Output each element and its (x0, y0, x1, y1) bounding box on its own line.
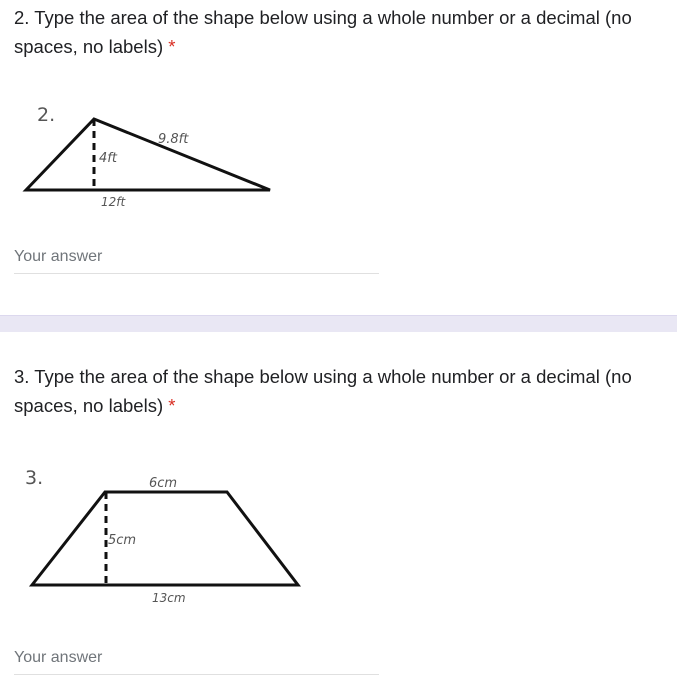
figure-number: 2. (37, 104, 56, 126)
question-2-answer-field[interactable] (14, 243, 379, 274)
question-3-title (14, 362, 664, 420)
trapezoid-figure (0, 460, 320, 610)
question-3-answer-input[interactable] (14, 644, 379, 672)
question-2-title (14, 3, 664, 61)
triangle-shape (26, 119, 270, 190)
question-3-card (0, 332, 677, 677)
question-3-title-text: 3. Type the area of the shape below using a whole number or a decimal (no spaces, no labels) (14, 366, 632, 416)
figure-number: 3. (25, 467, 44, 489)
trapezoid-shape (32, 492, 298, 585)
triangle-figure (0, 95, 300, 220)
height-label: 5cm (108, 533, 137, 548)
question-2-answer-input[interactable] (14, 243, 379, 271)
base-label: 12ft (101, 195, 126, 209)
top-label: 6cm (149, 476, 178, 491)
question-2-card (0, 0, 677, 315)
base-label: 13cm (152, 591, 186, 605)
question-2-title-text: 2. Type the area of the shape below using a whole number or a decimal (no spaces, no labels) (14, 7, 632, 57)
section-divider (0, 315, 677, 332)
question-3-answer-field[interactable] (14, 644, 379, 675)
required-asterisk: * (168, 36, 176, 57)
hypotenuse-label: 9.8ft (158, 132, 189, 147)
height-label: 4ft (99, 151, 117, 166)
required-asterisk: * (168, 395, 176, 416)
trapezoid-diagram (0, 460, 320, 610)
triangle-diagram (0, 95, 300, 220)
